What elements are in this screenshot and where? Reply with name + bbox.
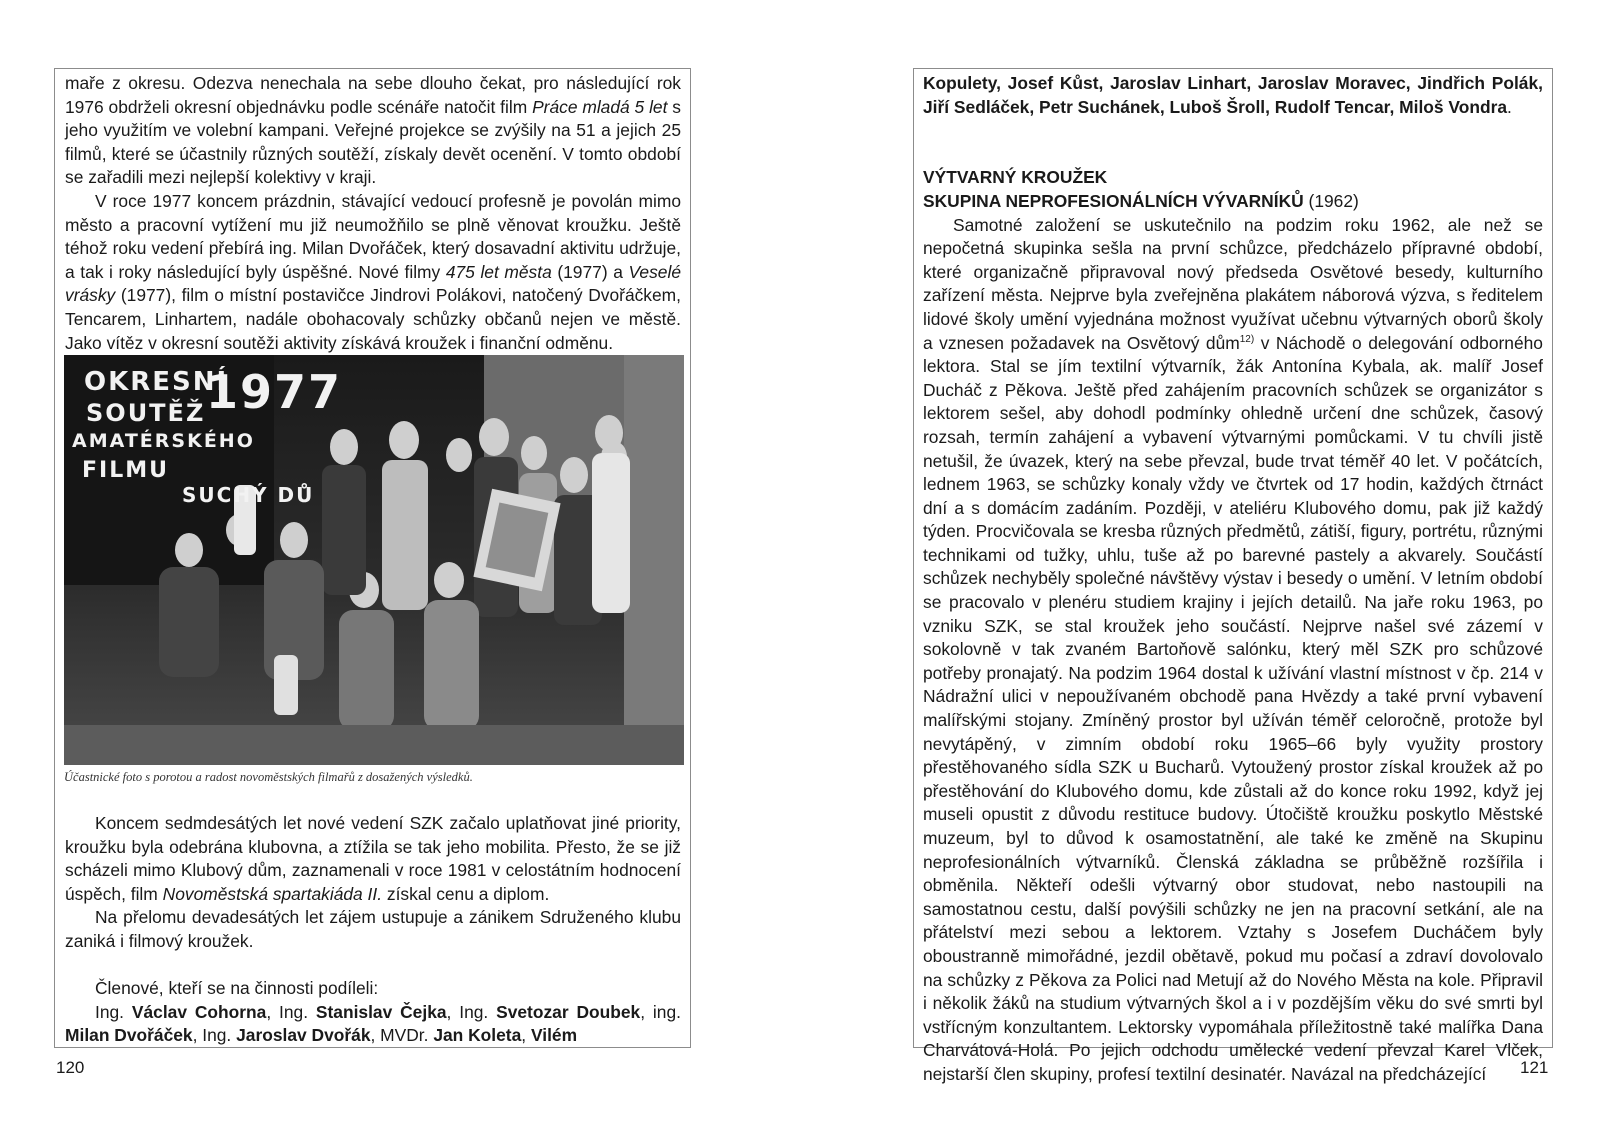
page-number-left: 120 [56,1058,85,1077]
left-page-top-text [65,72,681,355]
spacer [923,143,1543,167]
film-title: 475 let města [445,261,552,282]
sign-line-4: FILMU [82,458,169,483]
members-list: Ing. Václav Cohorna, Ing. Stanislav Čejka, Ing. Svetozar Doubek, ing. Milan Dvořáček, Ing. Jaroslav Dvořák, MVDr. Jan Koleta, Vilém [65,1001,681,1046]
paragraph-4: Na přelomu devadesátých let zájem ustupuje a zánikem Sdruženého klubu zaniká i filmový kroužek. [65,907,681,951]
sign-line-3: AMATÉRSKÉHO [72,430,255,452]
member-name: Stanislav Čejka [315,1001,447,1022]
page-number-right: 121 [1520,1058,1549,1077]
paragraph-2: V roce 1977 koncem prázdnin, stávající vedoucí profesně je povolán mimo město a pracovní vytížení mu již neumožňilo se plně věnovat kroužku. Ještě téhož roku vedení přebírá ing. Milan Dvořáček, který dosavadní aktivitu udržuje, a tak i roky následující byly úspěšné. Nové filmy 475 let města (1977) a Veselé vrásky (1977), film o místní postavičce Jindrovi Polákovi, natočený Dvořáčkem, Tencarem, Linhartem, nadále obohacovaly schůzky občanů nejen ve městě. Jako vítěz v okresní soutěži aktivity získává kroužek i finanční odměnu. [65,190,681,353]
member-name: Svetozar Doubek [496,1001,641,1022]
section-heading: VÝTVARNÝ KROUŽEK [923,167,1108,188]
right-page-text [923,72,1543,1087]
sign-line-5: SUCHÝ DŮ [182,483,315,507]
spacer [923,119,1543,143]
left-page-bottom-text [65,812,681,1048]
film-title: Novoměstská spartakiáda II. [162,883,383,904]
photo-caption: Účastnické foto s porotou a radost novoměstských filmařů z dosažených výsledků. [64,770,473,784]
footnote-marker: 12) [1239,333,1255,345]
member-name: Milan Dvořáček [65,1025,193,1046]
section-subheading: SKUPINA NEPROFESIONÁLNÍCH VÝVARNÍKŮ (1962) [923,190,1359,211]
film-title: Veselé vrásky [65,261,681,306]
member-name: Václav Cohorna [131,1001,267,1022]
section-body: Samotné založení se uskutečnilo na podzim roku 1962, ale než se nepočetná skupinka sešla na první schůzce, předcházelo přípravné období, které organizačně připravoval nový předseda Osvětové besedy, kulturního zařízení města. Nejprve byla zveřejněna plakátem náborová výzva, s ředitelem lidové školy umění vyjednána možnost využívat učebnu výtvarných oborů školy a vznesen požadavek na Osvětový dům$^{12)}$ v Náchodě o delegování odborného lektora. Stal se jím textilní výtvarník, žák Antonína Kybala, ak. malíř Josef Ducháč z Pěkova. Ještě před zahájením pracovních schůzek se organizátor s lektorem sešel, aby dohodl podmínky ohledně určení dne schůzek, časový rozsah, termín zahájení a vybavení výtvarnými pomůckami. V tu chvíli jistě netušil, že úvazek, který na sebe převzal, bude trvat téměř 40 let. V počátcích, lednem 1963, se schůzky konaly vždy ve čtvrtek od 17 hodin, každých čtrnáct dní a s domácím zadáním. Později, v ateliéru Klubového domu, pak již každý týden. Procvičovala se kresba různých předmětů, zátiší, figury, portrétu, různými technikami od tužky, uhlu, tuše až po barevné pastely a akvarely. Součástí schůzek nechyběly společné návštěvy výstav i besedy o umění. V letním období se pracovalo v plenéru studiem krajiny i jejích detailů. Na jaře roku 1963, po vzniku SZK, se stal kroužek jeho součástí. Nejprve našel své zázemí v sokolovně v tak zvaném Bartoňově salónku, který měl SZK pro schůzové potřeby pronajatý. Na podzim 1964 dostal k užívání vlastní místnost v čp. 214 v Nádražní ulici v nepoužívaném obchodě pana Hvězdy a také první vybavení malířskými stojany. Zmíněný prostor byl užíván téměř celoročně, protože byl nevytápěný, v zimním období roku 1965–66 byly využity prostory přestěhovaného sídla SZK u Bucharů. Vytoužený prostor získal kroužek až po přestěhování do Klubového domu, kde zůstali až do konce roku 1992, když jej museli opustit z důvodu restituce budovy. Útočiště kroužku poskytlo Městské muzeum, byl to důvod k osamostatnění, ale také ke změně na Skupinu neprofesionálních výtvarníků. Členská základna se průběžně rozšířila i obměnila. Někteří odešli výtvarný obor studovat, nebo nastoupili na samostatnou cestu, další povýšili schůzky ne jen na pracovní setkání, ale na přátelství mezi sebou a lektorem. Vztahy s Josefem Ducháčem byly oboustranně mimořádné, jezdil obětavě, pokud mu počasí a zdraví dovolovalo na schůzky z Pěkova za Polici nad Metují až do Nového Města na kole. Připravil i několik žáků na studium výtvarných škol a i v pozdějším věku do své smrti byl vstřícným konzultantem. Lektorsky vypomáhala příležitostně také malířka Dana Charvátová-Holá. Po jejich odchodu umělecké vedení převzal Karel Vlček, nejstarší člen skupiny, profesí textilní desinatér. Navázal na předcházející [923,214,1543,1084]
member-name: Vilém [530,1025,578,1046]
paragraph-1: maře z okresu. Odezva nenechala na sebe dlouho čekat, pro následující rok 1976 obdrželi okresní objednávku podle scénáře natočit film Práce mladá 5 let s jeho využitím ve volební kampani. Veřejné projekce se zvýšily na 51 a jejich 25 filmů, které se účastnily různých soutěží, získaly devět ocenění. V tomto období se zařadili mezi nejlepší kolektivy v kraji. [65,73,681,188]
sign-year: 1977 [206,365,343,419]
member-name: Jan Koleta [433,1025,522,1046]
member-name: Jaroslav Dvořák [236,1025,371,1046]
spacer [65,954,681,978]
sign-line-2: SOUTĚŽ [86,399,206,427]
group-photo [64,355,684,765]
members-list-continued: Kopulety, Josef Kůst, Jaroslav Linhart, Jaroslav Moravec, Jindřich Polák, Jiří Sedláček, Petr Suchánek, Luboš Šroll, Rudolf Tencar, Miloš Vondra. [923,73,1543,117]
members-intro: Členové, kteří se na činnosti podíleli: [95,978,379,999]
paragraph-3: Koncem sedmdesátých let nové vedení SZK začalo uplatňovat jiné priority, kroužku byla odebrána klubovna, a ztížila se tak jeho mobilita. Přesto, že se již scházeli mimo Klubový dům, zaznamenali v roce 1981 v celostátním hodnocení úspěch, film Novoměstská spartakiáda II. získal cenu a diplom. [65,813,681,904]
sign-line-1: OKRESNÍ [84,367,229,397]
film-title: Práce mladá 5 let [532,96,668,117]
